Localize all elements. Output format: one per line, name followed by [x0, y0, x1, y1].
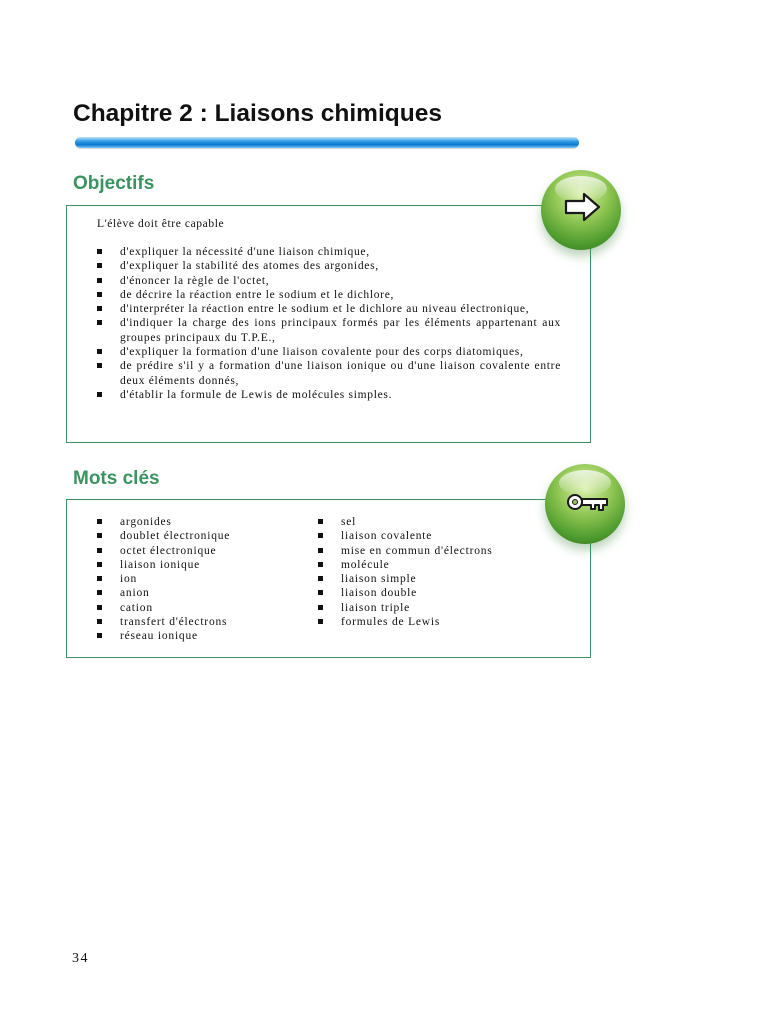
list-item: de prédire s'il y a formation d'une liaison ionique ou d'une liaison covalente entre deux éléments donnés,: [97, 359, 561, 388]
list-item: argonides: [97, 515, 230, 529]
list-item: liaison covalente: [318, 529, 493, 543]
list-item: molécule: [318, 558, 493, 572]
list-item: liaison triple: [318, 601, 493, 615]
list-item: transfert d'électrons: [97, 615, 230, 629]
list-item: cation: [97, 601, 230, 615]
list-item: réseau ionique: [97, 629, 230, 643]
list-item: anion: [97, 586, 230, 600]
mots-cles-badge: [545, 464, 625, 544]
mots-cles-heading: Mots clés: [73, 468, 160, 489]
list-item: d'expliquer la stabilité des atomes des argonides,: [97, 259, 561, 273]
mots-cles-box: [66, 499, 591, 658]
objectifs-intro: L'élève doit être capable: [97, 218, 225, 230]
list-item: d'expliquer la formation d'une liaison covalente pour des corps diatomiques,: [97, 345, 561, 359]
keywords-left-column: [97, 515, 230, 644]
list-item: mise en commun d'électrons: [318, 544, 493, 558]
list-item: d'énoncer la règle de l'octet,: [97, 274, 561, 288]
objectifs-list: [97, 245, 561, 402]
chapter-title: Chapitre 2 : Liaisons chimiques: [73, 100, 442, 127]
list-item: d'interpréter la réaction entre le sodium et le dichlore au niveau électronique,: [97, 302, 561, 316]
list-item: d'établir la formule de Lewis de molécules simples.: [97, 388, 561, 402]
list-item: ion: [97, 572, 230, 586]
list-item: d'indiquer la charge des ions principaux formés par les éléments appartenant aux groupes principaux du T.P.E.,: [97, 316, 561, 345]
page-number: 34: [72, 951, 89, 966]
list-item: liaison simple: [318, 572, 493, 586]
objectifs-heading: Objectifs: [73, 173, 155, 194]
list-item: formules de Lewis: [318, 615, 493, 629]
list-item: liaison double: [318, 586, 493, 600]
list-item: sel: [318, 515, 493, 529]
title-underline-bar: [75, 137, 579, 148]
key-icon: [545, 464, 625, 544]
keywords-right-column: [318, 515, 493, 629]
objectifs-badge: [541, 170, 621, 250]
list-item: liaison ionique: [97, 558, 230, 572]
list-item: octet électronique: [97, 544, 230, 558]
list-item: d'expliquer la nécessité d'une liaison chimique,: [97, 245, 561, 259]
list-item: de décrire la réaction entre le sodium et le dichlore,: [97, 288, 561, 302]
objectifs-box: [66, 205, 591, 443]
arrow-right-icon: [541, 170, 621, 250]
list-item: doublet électronique: [97, 529, 230, 543]
